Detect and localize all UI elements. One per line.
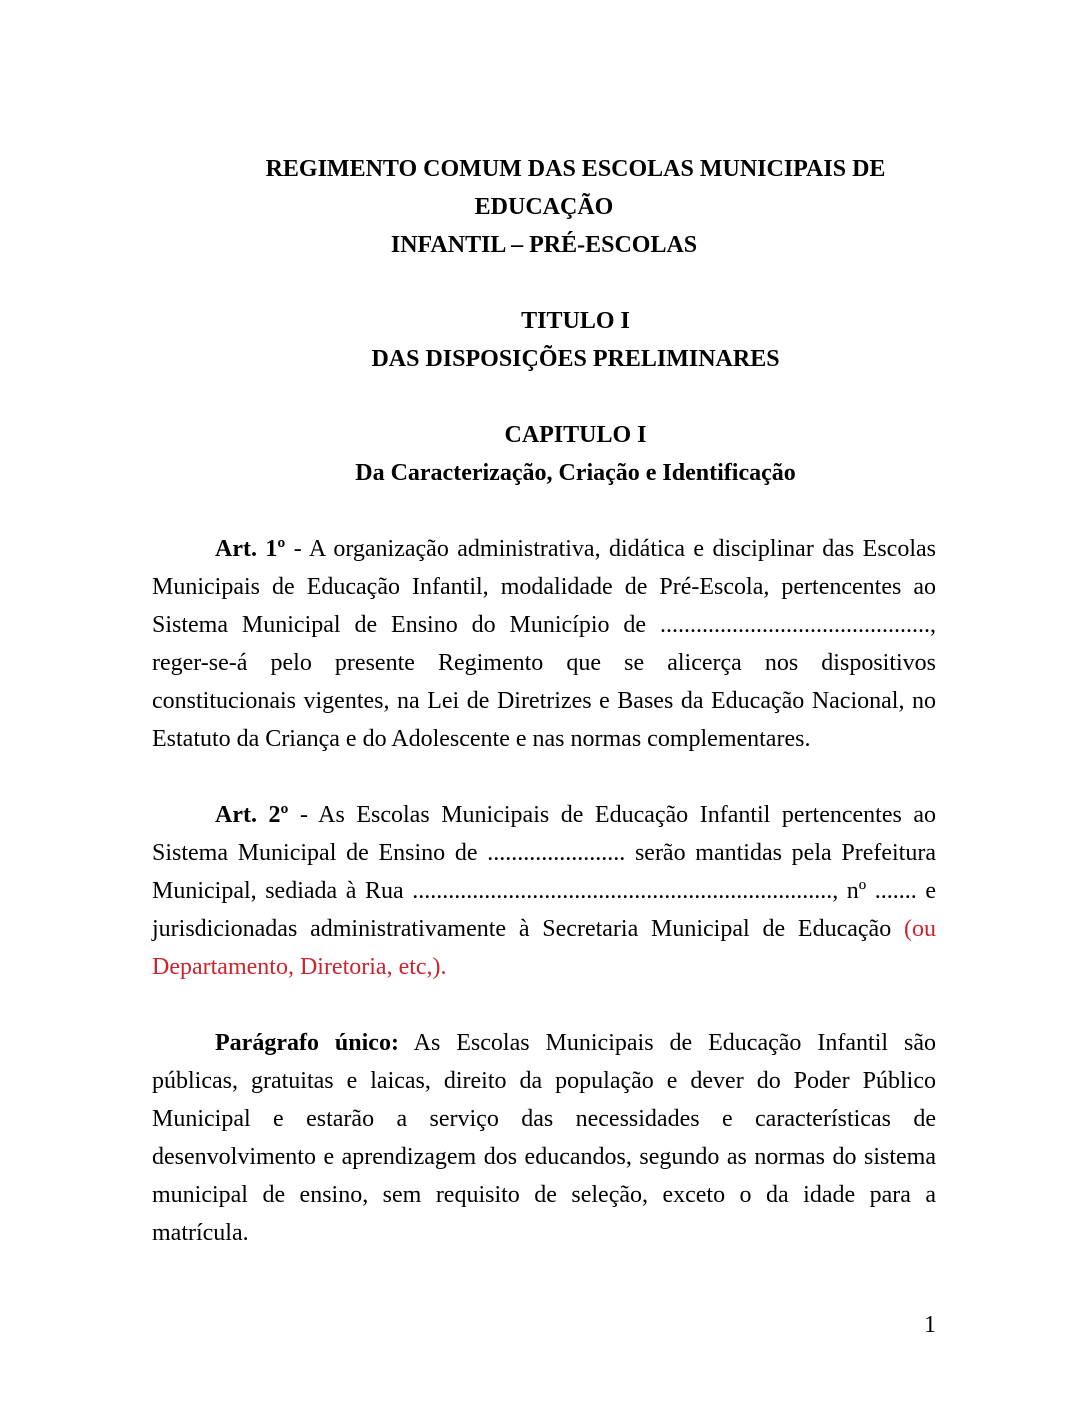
art-1-text: - A organização administrativa, didática e disciplinar das Escolas Municipais de Educação Infantil, modalidade de Pré-Escola, pertencentes ao Sistema Municipal de Ensino do Município de ............................................., reger-se-á pelo presente Regimento que se alicerça nos dispositivos constitucionais vigentes, na Lei de Diretrizes e Bases da Educação Nacional, no Estatuto da Criança e do Adolescente e nas normas complementares. (152, 536, 936, 752)
art-1-lead: Art. 1º (215, 536, 286, 562)
heading-capitulo: CAPITULO I (504, 422, 647, 448)
document-title-line2: INFANTIL – PRÉ-ESCOLAS (390, 232, 698, 258)
art-2-red-note: (ou Departamento, Diretoria, etc,). (152, 916, 936, 980)
paragraph-art-1 (152, 530, 936, 758)
heading-titulo: TITULO I (521, 308, 630, 334)
heading-titulo-subtitle: DAS DISPOSIÇÕES PRELIMINARES (371, 346, 780, 372)
paragraph-art-2 (152, 796, 936, 986)
art-2-text: - As Escolas Municipais de Educação Infantil pertencentes ao Sistema Municipal de Ensino de ....................... serão mantidas pela Prefeitura Municipal, sediada à Rua ......................................................................, nº ....... e jurisdicionadas administrativamente à Secretaria Municipal de Educação (152, 802, 936, 942)
paragrafo-unico-text: As Escolas Municipais de Educação Infantil são públicas, gratuitas e laicas, direito da população e dever do Poder Público Municipal e estarão a serviço das necessidades e características de desenvolvimento e aprendizagem dos educandos, segundo as normas do sistema municipal de ensino, sem requisito de seleção, exceto o da idade para a matrícula. (152, 1030, 937, 1246)
document-title (152, 150, 936, 264)
paragrafo-unico-lead: Parágrafo único: (215, 1030, 399, 1056)
art-2-lead: Art. 2º (215, 802, 289, 828)
paragraph-paragrafo-unico (152, 1024, 936, 1252)
document-title-line1: REGIMENTO COMUM DAS ESCOLAS MUNICIPAIS DE EDUCAÇÃO (265, 156, 886, 220)
page-number: 1 (924, 1312, 936, 1338)
heading-capitulo-subtitle: Da Caracterização, Criação e Identificação (355, 460, 796, 486)
